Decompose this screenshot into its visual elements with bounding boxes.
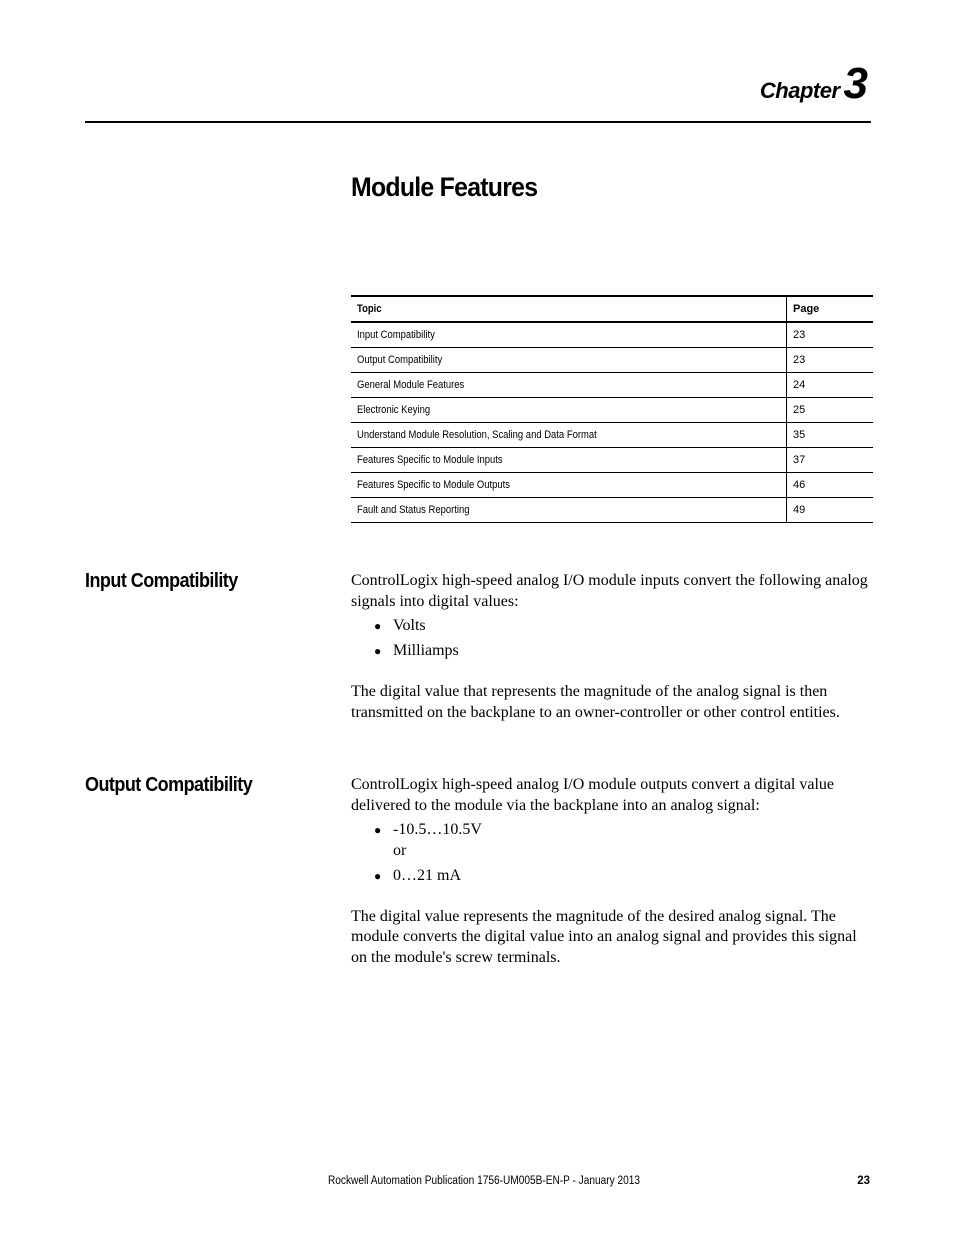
input-compatibility-body bbox=[351, 571, 873, 723]
topic-cell: Understand Module Resolution, Scaling and Data Format bbox=[351, 423, 787, 448]
output-compatibility-heading: Output Compatibility bbox=[85, 774, 253, 796]
page-cell: 24 bbox=[787, 373, 874, 398]
bullet-icon: ● bbox=[374, 619, 382, 633]
input-compatibility-heading: Input Compatibility bbox=[85, 570, 238, 592]
bullet-icon: ● bbox=[374, 823, 382, 837]
list-item: ● Volts bbox=[351, 616, 873, 637]
table-row bbox=[351, 498, 873, 523]
topic-cell: Features Specific to Module Inputs bbox=[351, 448, 787, 473]
output-closing: The digital value represents the magnitude of the desired analog signal. The module converts the digital value into an analog signal and provides this signal on the module's screw terminals. bbox=[351, 907, 857, 966]
topic-cell: General Module Features bbox=[351, 373, 787, 398]
output-signal-list bbox=[351, 820, 873, 886]
page-number: 23 bbox=[857, 1175, 870, 1187]
page-cell: 49 bbox=[787, 498, 874, 523]
topic-cell: Electronic Keying bbox=[351, 398, 787, 423]
chapter-number: 3 bbox=[843, 59, 868, 108]
publication-info: Rockwell Automation Publication 1756-UM005B-EN-P - January 2013 bbox=[328, 1175, 641, 1187]
topic-cell: Features Specific to Module Outputs bbox=[351, 473, 787, 498]
output-compatibility-body bbox=[351, 775, 873, 968]
table-row bbox=[351, 398, 873, 423]
list-item: ● -10.5…10.5V or bbox=[351, 820, 873, 861]
table-row bbox=[351, 322, 873, 348]
bullet-icon: ● bbox=[374, 868, 382, 883]
chapter-rule bbox=[85, 121, 871, 123]
bullet-icon: ● bbox=[374, 644, 382, 658]
output-intro: ControlLogix high-speed analog I/O module outputs convert a digital value delivered to the module via the backplane into an analog signal: bbox=[351, 776, 835, 814]
table-row bbox=[351, 373, 873, 398]
page-cell: 46 bbox=[787, 473, 874, 498]
page-cell: 23 bbox=[787, 322, 874, 348]
input-intro: ControlLogix high-speed analog I/O module inputs convert the following analog signals into digital values: bbox=[351, 572, 868, 610]
list-item: ● Milliamps bbox=[351, 641, 873, 662]
topic-table-header bbox=[351, 296, 873, 322]
topic-cell: Fault and Status Reporting bbox=[351, 498, 787, 523]
page-cell: 37 bbox=[787, 448, 874, 473]
chapter-label bbox=[759, 59, 868, 108]
chapter-word: Chapter bbox=[759, 78, 840, 103]
list-item: ● 0…21 mA bbox=[351, 866, 873, 887]
topic-header: Topic bbox=[351, 296, 787, 322]
table-row bbox=[351, 423, 873, 448]
page-title: Module Features bbox=[351, 172, 538, 202]
page-cell: 25 bbox=[787, 398, 874, 423]
or-text: or bbox=[393, 841, 407, 859]
table-row bbox=[351, 448, 873, 473]
page-cell: 23 bbox=[787, 348, 874, 373]
input-signal-list bbox=[351, 616, 873, 662]
page-header: Page bbox=[787, 296, 874, 322]
topic-table bbox=[351, 295, 873, 523]
table-row bbox=[351, 348, 873, 373]
topic-cell: Input Compatibility bbox=[351, 322, 787, 348]
table-row bbox=[351, 473, 873, 498]
topic-cell: Output Compatibility bbox=[351, 348, 787, 373]
page-cell: 35 bbox=[787, 423, 874, 448]
input-closing: The digital value that represents the magnitude of the analog signal is then transmitted on the backplane to an owner-controller or other control entities. bbox=[351, 683, 840, 721]
